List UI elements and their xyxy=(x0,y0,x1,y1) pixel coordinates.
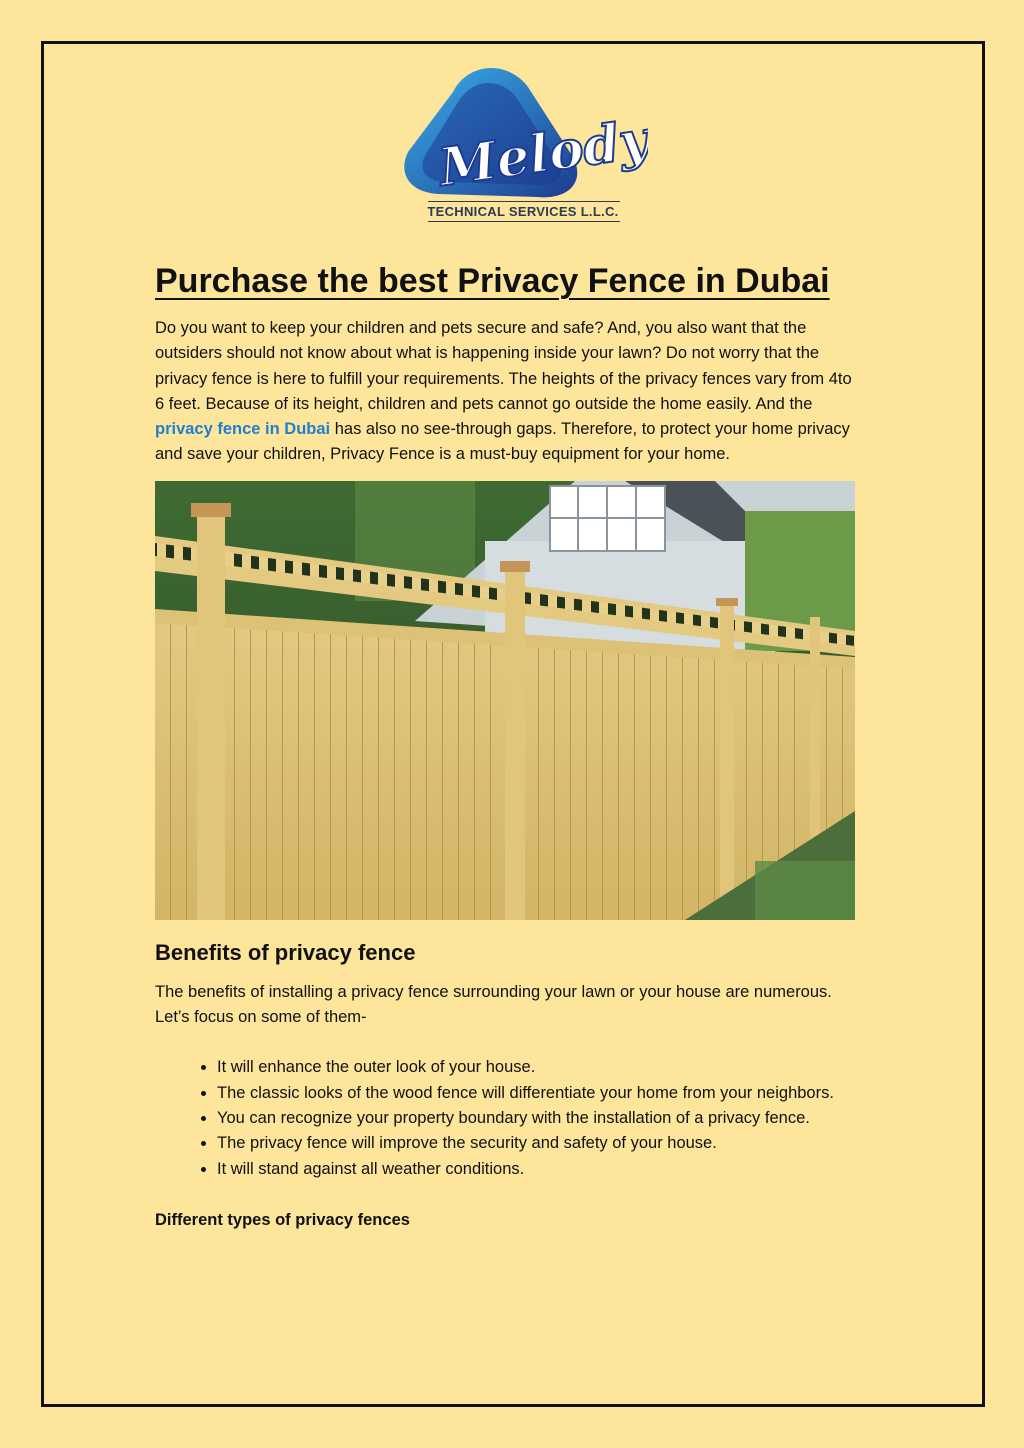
intro-text-after: has also no see-through gaps. Therefore, to protect your home privacy and save your children, Privacy Fence is a must-buy equipment for your home. xyxy=(155,420,850,464)
logo-mark xyxy=(398,62,648,202)
page-title: Purchase the best Privacy Fence in Dubai xyxy=(155,262,830,300)
benefits-heading: Benefits of privacy fence xyxy=(155,939,416,965)
list-item: • It will stand against all weather conditions. xyxy=(217,1157,855,1182)
logo-rule-top xyxy=(428,201,620,202)
benefits-list xyxy=(155,1055,855,1181)
main-content xyxy=(155,250,855,1233)
logo-subtitle: TECHNICAL SERVICES L.L.C. xyxy=(427,204,619,219)
list-item: • You can recognize your property boundary with the installation of a privacy fence. xyxy=(217,1106,855,1131)
list-item: • The classic looks of the wood fence will differentiate your home from your neighbors. xyxy=(217,1081,855,1106)
types-heading: Different types of privacy fences xyxy=(155,1210,410,1229)
list-item: • The privacy fence will improve the security and safety of your house. xyxy=(217,1131,855,1156)
privacy-fence-link[interactable]: privacy fence in Dubai xyxy=(155,420,331,439)
svg-text:Melody: Melody xyxy=(435,108,648,199)
fence-photo xyxy=(155,481,855,920)
intro-text-before: Do you want to keep your children and pets secure and safe? And, you also want that the outsiders should not know about what is happening inside your lawn? Do not worry that the privacy fence is here to fulfill your requirements. The heights of the privacy fences vary from 4to 6 feet. Because of its height, children and pets cannot go outside the home easily. And the xyxy=(155,319,852,413)
company-logo xyxy=(398,62,648,227)
intro-paragraph xyxy=(155,316,855,468)
benefits-intro: The benefits of installing a privacy fence surrounding your lawn or your house are numerous. Let’s focus on some of them- xyxy=(155,982,832,1027)
list-item: • It will enhance the outer look of your house. xyxy=(217,1055,855,1080)
logo-rule-bottom xyxy=(428,221,620,222)
